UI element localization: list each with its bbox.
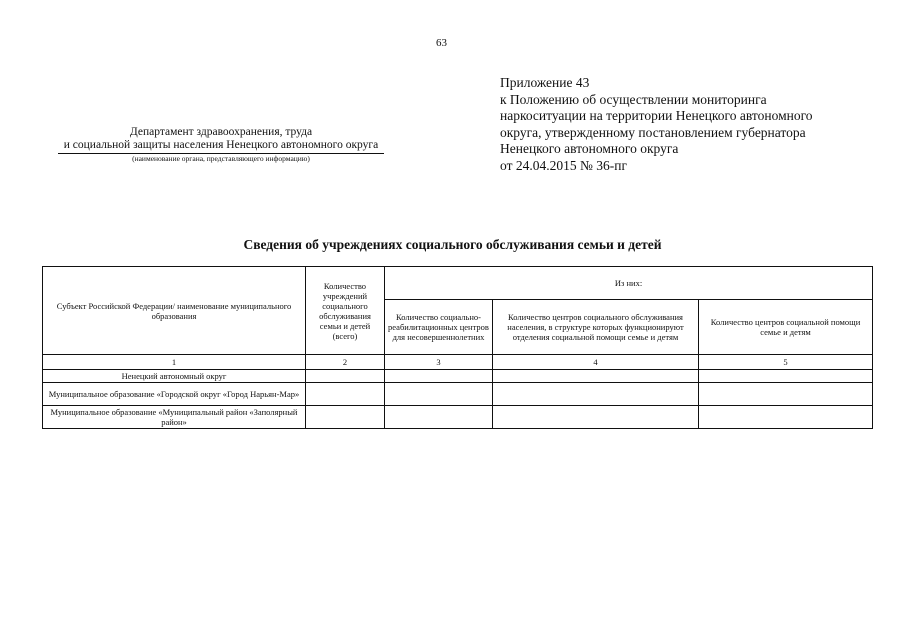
department-line: и социальной защиты населения Ненецкого автономного округа xyxy=(58,139,384,154)
table-cell xyxy=(385,383,493,406)
report-table xyxy=(42,266,873,429)
department-block xyxy=(58,126,384,164)
table-cell xyxy=(493,383,699,406)
header-subject: Субъект Российской Федерации/ наименование муниципального образования xyxy=(43,267,306,355)
table-row xyxy=(43,406,873,429)
table-cell xyxy=(306,406,385,429)
appendix-line: к Положению об осуществлении мониторинга xyxy=(500,91,767,107)
appendix-line: Ненецкого автономного округа xyxy=(500,141,679,156)
column-numbers-row xyxy=(43,355,873,370)
table-cell xyxy=(699,370,873,383)
row-name: Муниципальное образование «Муниципальный район «Заполярный район» xyxy=(43,406,306,429)
header-social-centers: Количество центров социального обслуживания населения, в структуре которых функционируют отделения социальной помощи семье и детям xyxy=(493,300,699,355)
table-cell xyxy=(385,370,493,383)
header-of-them: Из них: xyxy=(385,267,873,300)
row-name: Ненецкий автономный округ xyxy=(43,370,306,383)
appendix-line: Приложение 43 xyxy=(500,75,590,90)
column-number: 1 xyxy=(43,355,306,370)
appendix-line: округа, утвержденному постановлением губернатора xyxy=(500,124,806,140)
table-row xyxy=(43,370,873,383)
table-cell xyxy=(306,370,385,383)
table-cell xyxy=(385,406,493,429)
department-line: Департамент здравоохранения, труда xyxy=(129,126,313,138)
table-cell xyxy=(493,406,699,429)
table-cell xyxy=(306,383,385,406)
table-cell xyxy=(699,383,873,406)
document-title: Сведения об учреждениях социального обслуживания семьи и детей xyxy=(243,237,662,252)
row-name: Муниципальное образование «Городской округ «Город Нарьян-Мар» xyxy=(43,383,306,406)
column-number: 3 xyxy=(385,355,493,370)
table-cell xyxy=(493,370,699,383)
header-total: Количество учреждений социального обслуживания семьи и детей (всего) xyxy=(306,267,385,355)
page-number: 63 xyxy=(436,37,447,49)
column-number: 5 xyxy=(699,355,873,370)
header-row xyxy=(43,267,873,300)
header-rehab: Количество социально-реабилитационных центров для несовершеннолетних xyxy=(385,300,493,355)
department-caption: (наименование органа, представляющего информацию) xyxy=(132,154,310,163)
table-cell xyxy=(699,406,873,429)
table-row xyxy=(43,383,873,406)
column-number: 4 xyxy=(493,355,699,370)
header-family-centers: Количество центров социальной помощи семье и детям xyxy=(699,300,873,355)
appendix-line: от 24.04.2015 № 36-пг xyxy=(500,157,627,173)
appendix-line: наркоситуации на территории Ненецкого автономного xyxy=(500,108,813,123)
column-number: 2 xyxy=(306,355,385,370)
appendix-block xyxy=(500,75,813,174)
